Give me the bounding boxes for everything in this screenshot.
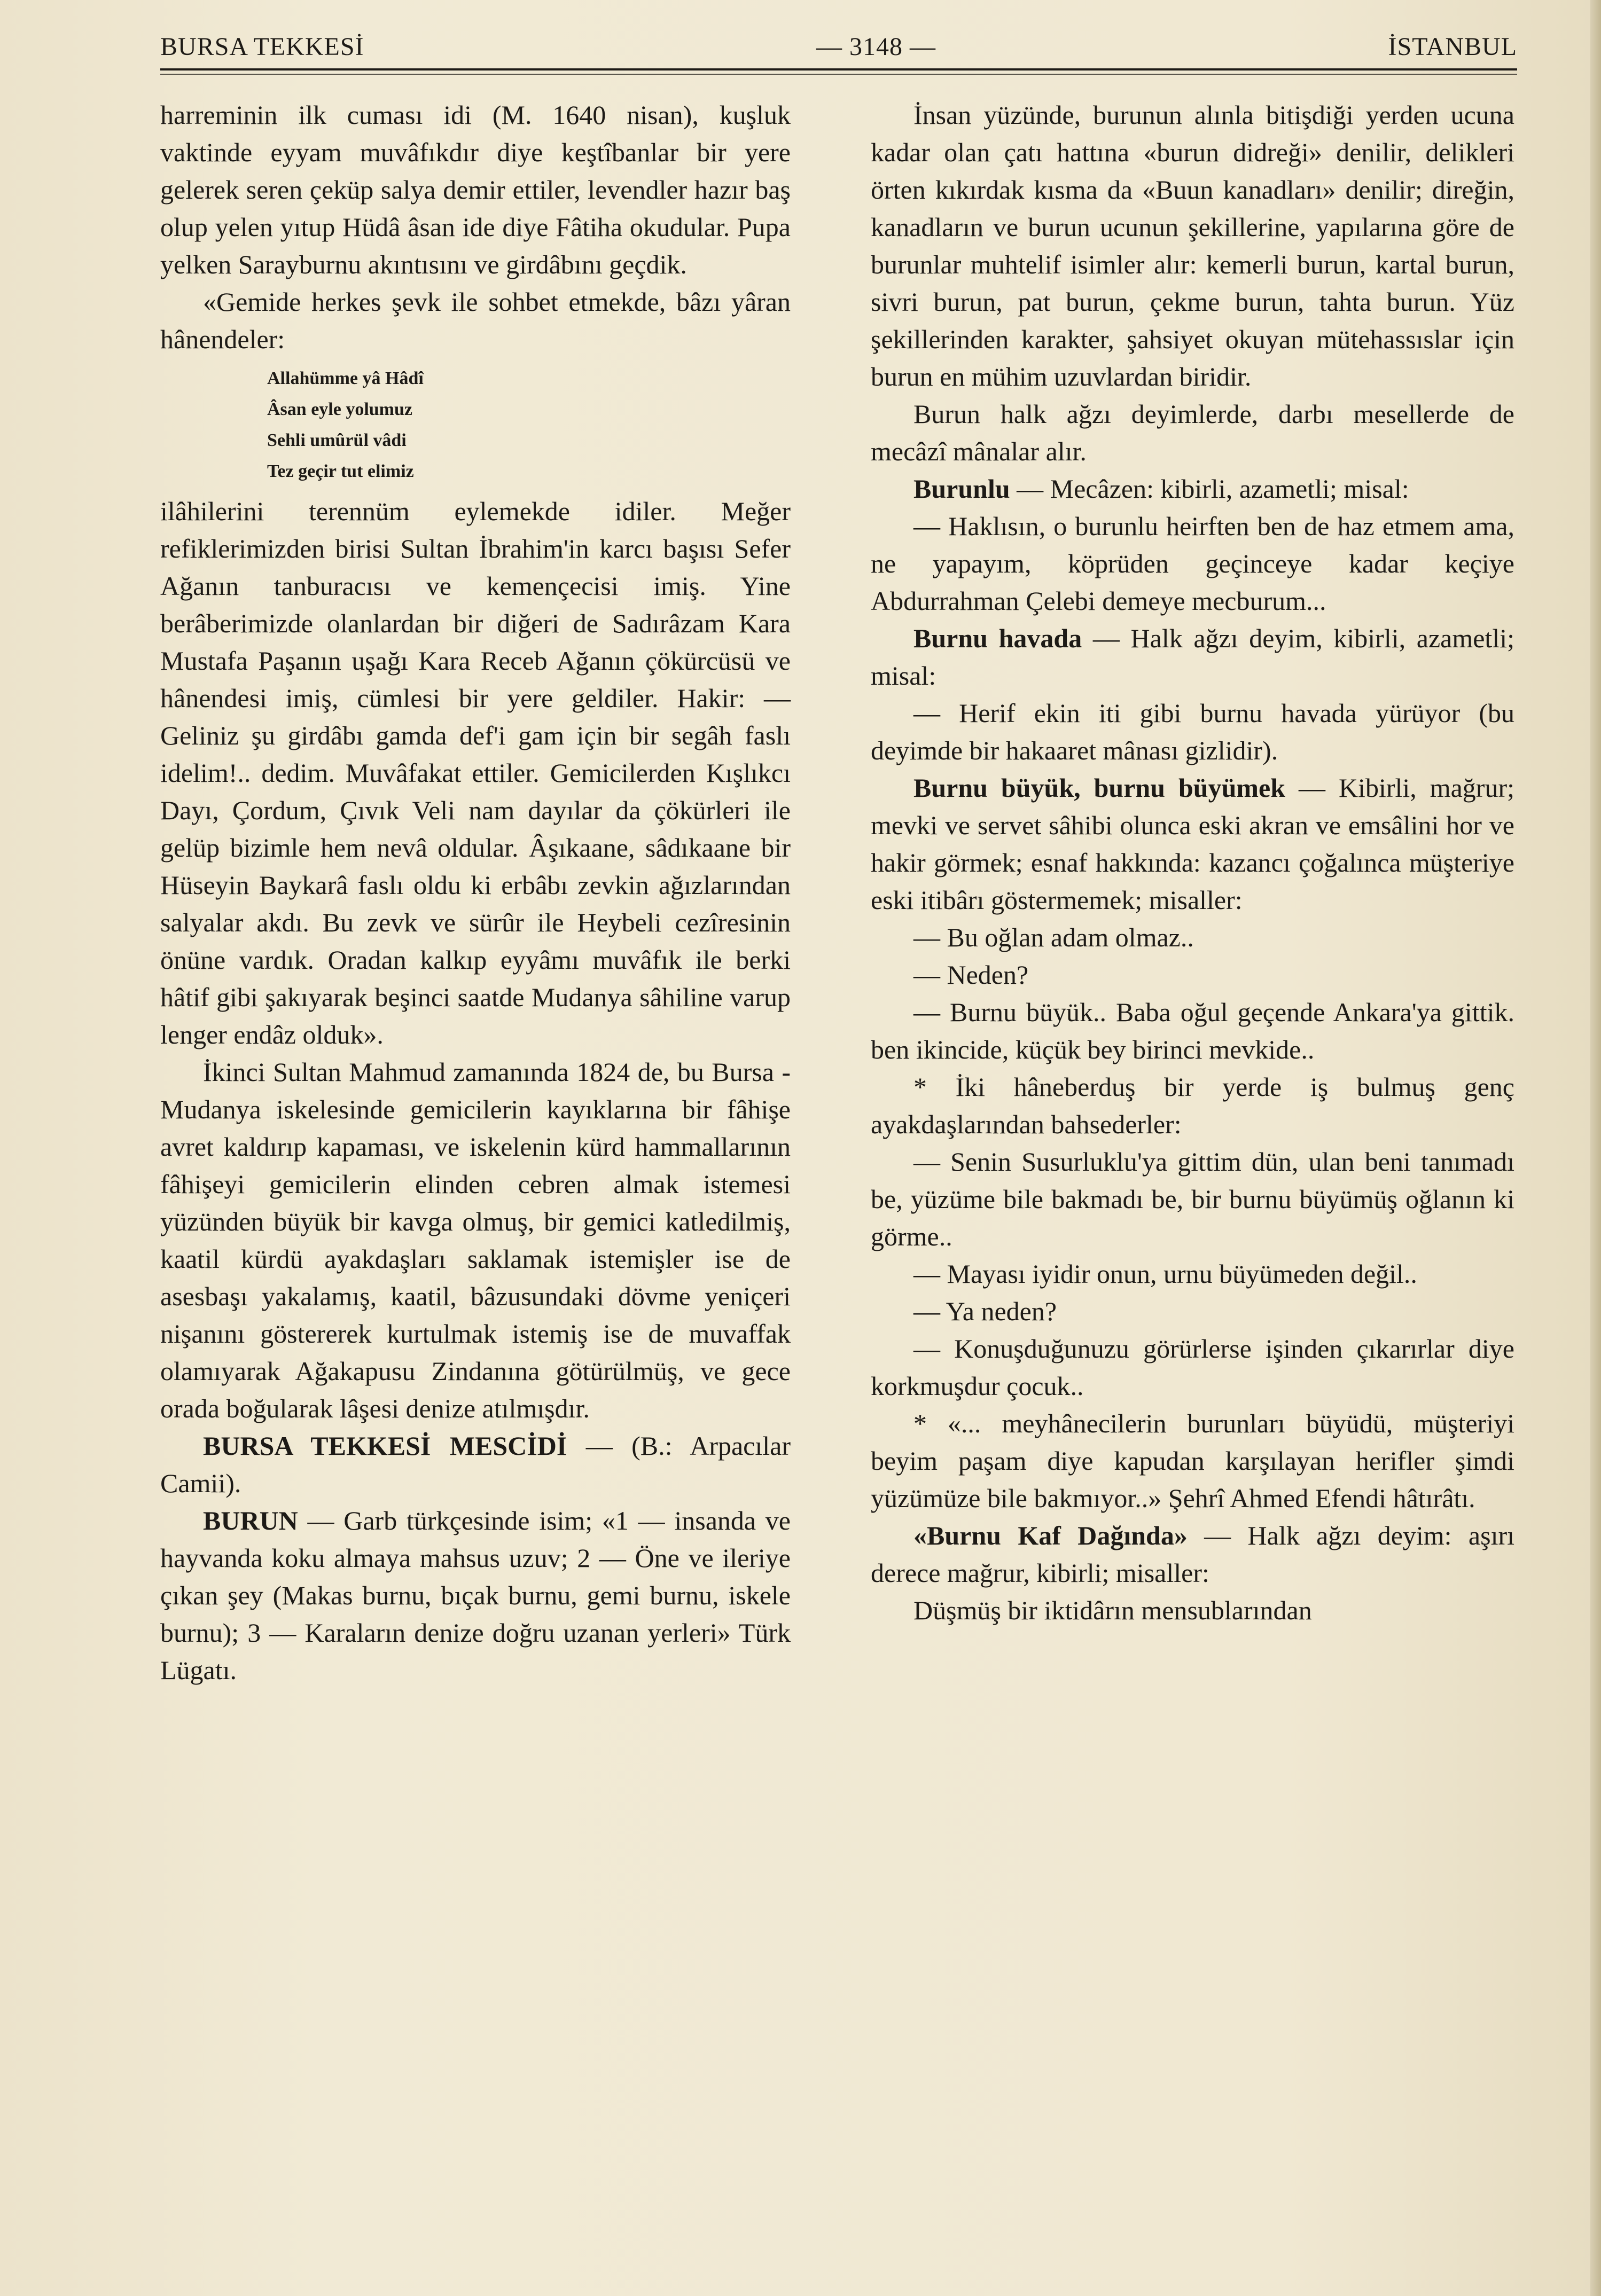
sub-entry-headword: Burnu büyük, burnu büyümek — [913, 773, 1286, 803]
header-rule — [160, 68, 1517, 70]
sub-entry-burnu-buyuk — [871, 769, 1514, 919]
dialogue-line: — Burnu büyük.. Baba oğul geçende Ankara'ya gittik. ben ikincide, küçük bey birinci mevkide.. — [871, 997, 1514, 1064]
entry-burun — [160, 1502, 791, 1689]
verse-line: Tez geçir tut elimiz — [267, 461, 414, 481]
page-edge — [1590, 0, 1601, 2296]
entry-text: — (B.: Arpacılar Camii). — [160, 1431, 791, 1498]
sub-entry-text: — Halk ağzı deyim, kibirli, azametli; misal: — [871, 623, 1514, 691]
dialogue-line: — Senin Susurluklu'ya gittim dün, ulan beni tanımadı be, yüzüme bile bakmadı be, bir burnu büyümüş oğlanın ki görme.. — [871, 1147, 1514, 1251]
hymn-verse — [267, 363, 791, 487]
paragraph: İkinci Sultan Mahmud zamanında 1824 de, bu Bursa - Mudanya iskelesinde gemicilerin kayıklarına bir fâhişe avret kaldırıp kapaması, ve iskelenin kürd hammallarının fâhişeyi gemicilerin elinden cebren almak istemesi yüzünden büyük bir kavga olmuş, bir gemici katledilmiş, kaatil kürdü ayakdaşları saklamak istemişler ise de asesbaşı yakalamış, kaatil, bâzusundaki dövme yeniçeri nişanını göstererek kurtulmak istemiş ise de muvaffak olamıyarak Ağakapusu Zindanına götürülmüş, ve gece orada boğularak lâşesi denize atılmışdır. — [160, 1057, 791, 1423]
entry-text: — Garb türkçesinde isim; «1 — insanda ve hayvanda koku almaya mahsus uzuv; 2 — Öne ve ileriye çıkan şey (Makas burnu, bıçak burnu, gemi burnu, iskele burnu); 3 — Karaların denize doğru uzanan yerleri» Türk Lügatı. — [160, 1506, 791, 1685]
verse-line: Allahümme yâ Hâdî — [267, 369, 424, 388]
dialogue-line: — Ya neden? — [913, 1296, 1057, 1326]
sub-entry-burunlu — [871, 470, 1514, 507]
example: — Herif ekin iti gibi burnu havada yürüyor (bu deyimde bir hakaaret mânası gizlidir). — [871, 698, 1514, 765]
header-right-title: İSTANBUL — [1388, 33, 1517, 61]
example: — Haklısın, o burunlu heirften ben de haz etmem ama, ne yapayım, köprüden geçinceye kadar keçiye Abdurrahman Çelebi demeye mecburum... — [871, 511, 1514, 616]
paragraph: «Gemide herkes şevk ile sohbet etmekde, bâzı yâran hânendeler: — [160, 287, 791, 354]
sub-entry-text: — Mecâzen: kibirli, azametli; misal: — [1010, 474, 1409, 504]
quotation: * «... meyhânecilerin burunları büyüdü, müşteriyi beyim paşam diye kapudan karşılayan herifler şimdi yüzümüze bile bakmıyor..» Şehrî Ahmed Efendi hâtırâtı. — [871, 1408, 1514, 1513]
paragraph: ilâhilerini terennüm eylemekde idiler. Meğer refiklerimizden birisi Sultan İbrahim'in karcı başısı Sefer Ağanın tanburacısı ve kemençecisi imiş. Yine berâberimizde olanlardan bir diğeri de Sadırâzam Kara Mustafa Paşanın uşağı Kara Receb Ağanın çökürcüsü ve hânendesi imiş, cümlesi bir yere geldiler. Hakir: — Geliniz şu girdâbı gamda def'i gam için bir segâh faslı idelim!.. dedim. Muvâfakat ettiler. Gemicilerden Kışlıkcı Dayı, Çordum, Çıvık Veli nam dayılar da çökürleri ile gelüp bizimle hem nevâ oldular. Âşıkaane, sâdıkaane bir Hüseyin Baykarâ faslı oldu ki erbâbı zevkin ağızlarından salyalar akdı. Bu zevk ve sürûr ile Heybeli cezîresinin önüne vardık. Oradan kalkıp eyyâmı muvâfık ile berki hâtif gibi şakıyarak beşinci saatde Mudanya sâhiline varup lenger endâz olduk». — [160, 496, 791, 1049]
sub-entry-text: — Kibirli, mağrur; mevki ve servet sâhibi olunca eski akran ve emsâlini hor ve hakir görmek; esnaf hakkında: kazancı çoğalınca müşteriye eski itibârı göstermemek; misaller: — [871, 773, 1514, 915]
running-header — [160, 28, 1517, 65]
dialogue-line: — Mayası iyidir onun, urnu büyümeden değil.. — [913, 1259, 1417, 1289]
verse-line: Âsan eyle yolumuz — [267, 399, 412, 419]
dialogue-line: — Bu oğlan adam olmaz.. — [913, 922, 1194, 952]
sub-entry-burnu-havada — [871, 620, 1514, 694]
paragraph: Düşmüş bir iktidârın mensublarından — [913, 1595, 1312, 1625]
verse-line: Sehli umûrül vâdi — [267, 430, 407, 450]
sub-entry-headword: Burnu havada — [913, 623, 1082, 653]
entry-bursa-tekkesi-mescidi — [160, 1427, 791, 1502]
dialogue-line: — Konuşduğunuzu görürlerse işinden çıkarırlar diye korkmuşdur çocuk.. — [871, 1334, 1514, 1401]
sub-entry-headword: Burunlu — [913, 474, 1010, 504]
paragraph: İnsan yüzünde, burunun alınla bitişdiği yerden ucuna kadar olan çatı hattına «burun didreği» denilir, delikleri örten kıkırdak kısma da «Buun kanadları» denilir; direğin, kanadların ve burun ucunun şekillerine, yapılarına göre de burunlar muhtelif isimler alır: kemerli burun, kartal burun, sivri burun, pat burun, çekme burun, tahta burun. Yüz şekillerinden karakter, şahsiyet okuyan mütehassıslar için burun en mühim uzuvlardan biridir. — [871, 100, 1514, 391]
sub-entry-burnu-kaf-daginda — [871, 1517, 1514, 1592]
header-left-title: BURSA TEKKESİ — [160, 33, 364, 61]
sub-entry-text: — Halk ağzı deyim: aşırı derece mağrur, kibirli; misaller: — [871, 1521, 1515, 1588]
entry-headword: BURUN — [203, 1506, 298, 1535]
paragraph: harreminin ilk cuması idi (M. 1640 nisan), kuşluk vaktinde eyyam muvâfıkdır diye keştîbanlar bir yere gelerek seren çeküp salya demir ettiler, levendler hazır baş olup yelen yıtup Hüdâ âsan ide diye Fâtiha okudular. Pupa yelken Sarayburnu akıntısını ve girdâbını geçdik. — [160, 100, 791, 279]
entry-headword: BURSA TEKKESİ MESCİDİ — [203, 1431, 567, 1461]
right-column — [871, 96, 1514, 1629]
dialogue-line: — Neden? — [913, 960, 1029, 990]
example: * İki hâneberduş bir yerde iş bulmuş genç ayakdaşlarından bahsederler: — [871, 1072, 1514, 1139]
paragraph: Burun halk ağzı deyimlerde, darbı mesellerde de mecâzî mânalar alır. — [871, 399, 1514, 466]
left-column — [160, 96, 791, 1689]
page-number: — 3148 — — [816, 33, 936, 61]
header-rule-secondary — [160, 74, 1517, 75]
sub-entry-headword: «Burnu Kaf Dağında» — [913, 1521, 1188, 1550]
